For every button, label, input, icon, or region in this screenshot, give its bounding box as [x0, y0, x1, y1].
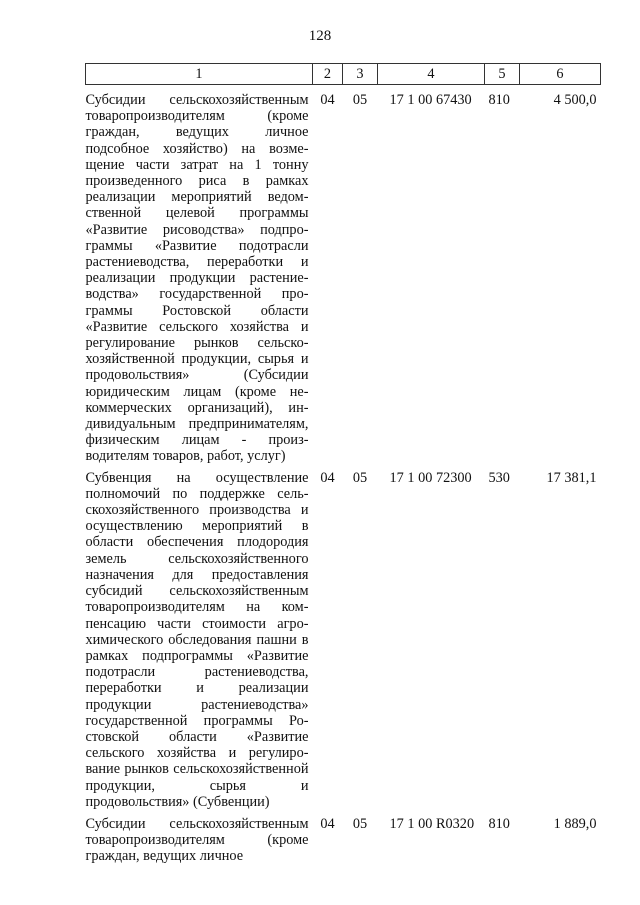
table-row	[86, 465, 601, 810]
column-header-1: 1	[86, 64, 313, 85]
row-section-code: 04	[320, 469, 335, 486]
row-target-article: 17 1 00 R0320	[389, 815, 475, 832]
row-target-article: 17 1 00 72300	[389, 469, 472, 486]
row-subsection-code: 05	[352, 815, 368, 832]
row-expense-type: 810	[488, 815, 510, 832]
row-target-article: 17 1 00 67430	[389, 92, 472, 108]
table-row	[86, 85, 601, 465]
row-subsection-code: 05	[352, 92, 368, 108]
row-description: Субсидии сельскохозяйственным товаропроизводителям (кроме граждан, ведущих личное	[85, 815, 309, 865]
column-header-4: 4	[378, 64, 485, 85]
column-header-5: 5	[485, 64, 520, 85]
row-subsection-code: 05	[352, 469, 368, 486]
table-header-row	[86, 64, 601, 85]
row-amount: 1 889,0	[553, 815, 597, 832]
row-description: Субвенция на осуществление полномочий по поддержке сельскохозяйственного производства и осуществлению мероприятий в области обеспечения плодородия земель сельскохозяйственного назначения для предоставления субсидий сельскохозяйственным товаропроизводителям на компенсацию части стоимости агрохимического обследования пашни в рамках подпрограммы «Развитие подотрасли растениеводства, переработки и реализации продукции растениеводства» государственной программы Ростовской области «Развитие сельского хозяйства и регулирование рынков сельскохозяйственной продукции, сырья и продовольствия» (Субвенции)	[85, 469, 309, 810]
row-amount: 17 381,1	[546, 469, 597, 486]
row-amount: 4 500,0	[553, 92, 597, 108]
row-description: Субсидии сельскохозяйственным товаропроизводителям (кроме граждан, ведущих личное подсобное хозяйство) на возмещение части затрат на 1 тонну произведенного риса в рамках реализации мероприятий ведомственной целевой программы «Развитие рисоводства» подпрограммы «Развитие подотрасли растениеводства, переработки и реализации продукции растениеводства» государственной программы Ростовской области «Развитие сельского хозяйства и регулирование рынков сельскохозяйственной продукции, сырья и продовольствия» (Субсидии юридическим лицам (кроме некоммерческих организаций), индивидуальным предпринимателям, физическим лицам - производителям товаров, работ, услуг)	[85, 92, 309, 465]
budget-table	[85, 63, 601, 865]
row-section-code: 04	[320, 815, 335, 832]
column-header-2: 2	[313, 64, 343, 85]
column-header-6: 6	[520, 64, 601, 85]
row-section-code: 04	[320, 92, 335, 108]
column-header-3: 3	[343, 64, 378, 85]
page-number: 128	[308, 28, 332, 44]
row-expense-type: 810	[488, 92, 510, 108]
table-row	[86, 810, 601, 865]
row-expense-type: 530	[488, 469, 510, 486]
